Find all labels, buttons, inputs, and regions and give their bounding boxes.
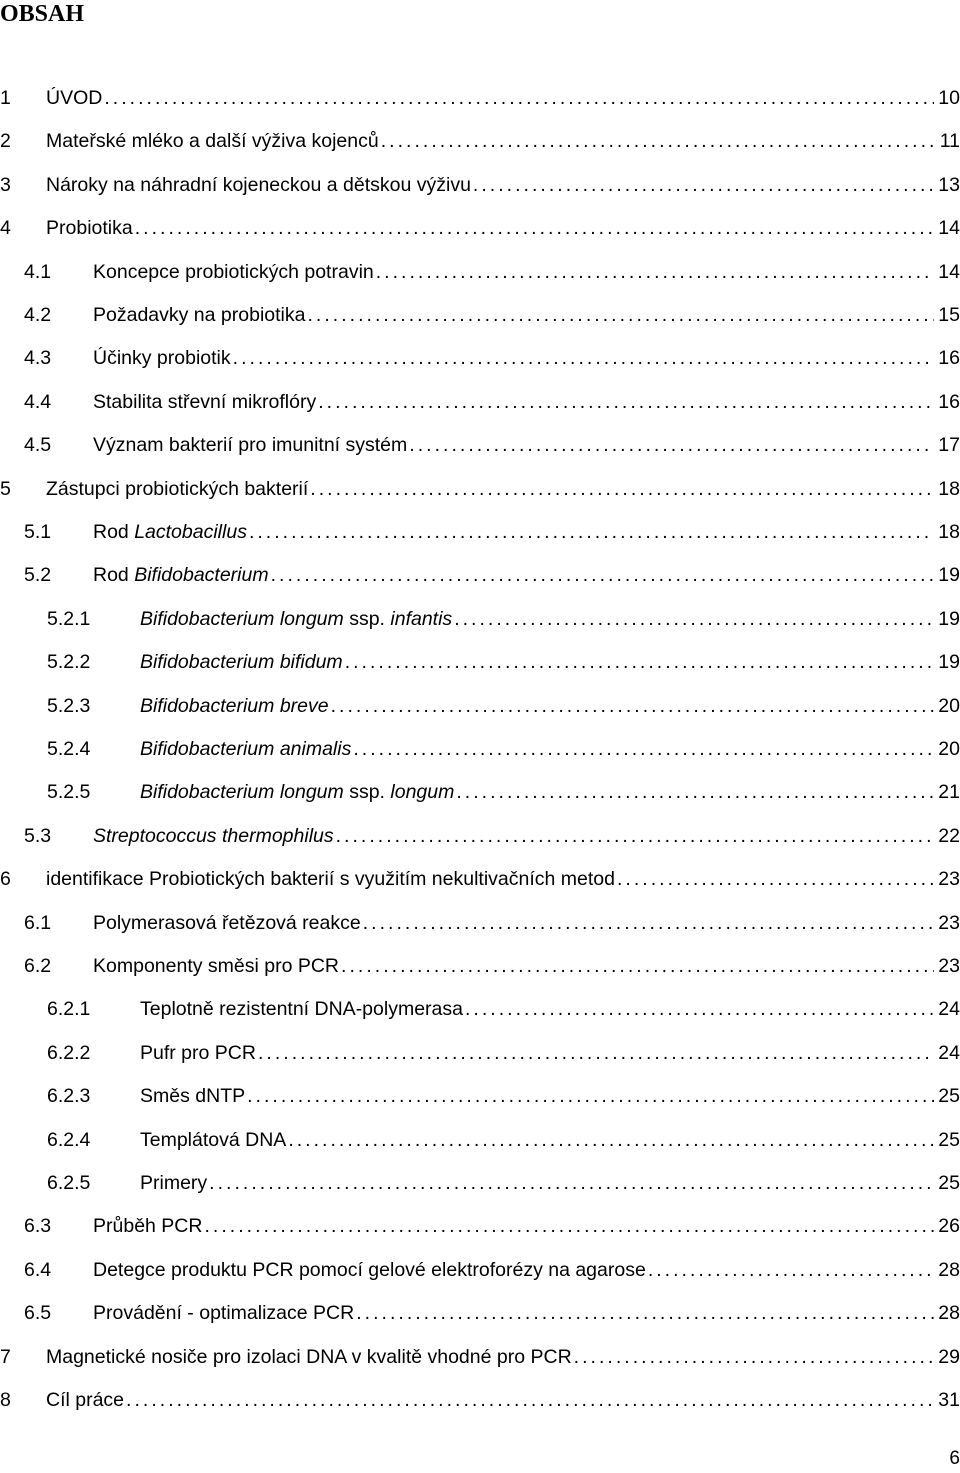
toc-entry[interactable]: [0, 468, 960, 511]
toc-entry[interactable]: [0, 815, 960, 858]
toc-entry-line: [93, 381, 960, 424]
toc-entry-number: 2: [0, 130, 11, 153]
toc-dot-leader: [648, 1249, 934, 1292]
toc-entry-page: 16: [938, 347, 960, 370]
toc-entry-page: 23: [938, 911, 960, 934]
toc-entry-title-part: Probiotika: [46, 217, 133, 240]
toc-dot-leader: [318, 381, 934, 424]
toc-entry[interactable]: [0, 207, 960, 250]
toc-entry-title-part: Zástupci probiotických bakterií: [46, 477, 309, 500]
toc-dot-leader: [336, 815, 935, 858]
toc-entry-number: 8: [0, 1389, 11, 1411]
toc-dot-leader: [465, 988, 934, 1031]
toc-entry-title-part: Magnetické nosiče pro izolaci DNA v kvalitě vhodné pro PCR: [46, 1345, 572, 1368]
toc-entry-line: [140, 771, 960, 814]
toc-entry-title: [46, 77, 104, 120]
toc-dot-leader: [345, 641, 935, 684]
toc-entry-page: 28: [938, 1302, 960, 1325]
toc-entry-line: [140, 1075, 960, 1118]
toc-entry-title: [46, 1379, 126, 1422]
toc-entry[interactable]: [0, 1162, 960, 1205]
toc-entry-number: 6: [0, 868, 11, 891]
toc-entry[interactable]: [0, 294, 960, 337]
toc-entry-page: 14: [938, 217, 960, 240]
toc-entry-number: 4.3: [24, 347, 52, 370]
toc-entry-line: [46, 77, 960, 120]
toc-entry-page: 13: [938, 173, 960, 196]
toc-entry-number: 6.2.2: [47, 1041, 91, 1064]
toc-entry-number: 6.2.3: [47, 1085, 91, 1108]
toc-entry[interactable]: [0, 685, 960, 728]
toc-entry-line: [93, 902, 960, 945]
toc-entry-line: [93, 424, 960, 467]
toc-entry-title-part: longum: [390, 781, 455, 804]
toc-entry[interactable]: [0, 771, 960, 814]
toc-dot-leader: [258, 1032, 934, 1075]
toc-entry-title: [93, 815, 336, 858]
toc-entry-title: [140, 685, 331, 728]
toc-dot-leader: [307, 294, 934, 337]
toc-entry-line: [46, 207, 960, 250]
toc-entry-number: 4: [0, 217, 11, 240]
toc-entry-line: [93, 554, 960, 597]
toc-entry[interactable]: [0, 728, 960, 771]
toc-dot-leader: [126, 1379, 934, 1422]
toc-entry-line: [140, 641, 960, 684]
toc-entry[interactable]: [0, 77, 960, 120]
toc-entry-line: [93, 815, 960, 858]
toc-dot-leader: [204, 1205, 934, 1248]
toc-entry-title: [140, 1032, 258, 1075]
toc-entry[interactable]: [0, 1249, 960, 1292]
toc-entry-page: 22: [938, 824, 960, 847]
toc-entry-title: [93, 251, 376, 294]
toc-entry-number: 6.2.5: [47, 1172, 91, 1194]
toc-entry-title: [140, 641, 345, 684]
toc-entry-page: 25: [938, 1128, 960, 1151]
toc-entry-page: 17: [938, 434, 960, 457]
toc-entry-title-part: Lactobacillus: [134, 521, 247, 543]
toc-entry-title-part: Bifidobacterium bifidum: [140, 651, 343, 674]
toc-entry-number: 6.4: [24, 1258, 52, 1281]
toc-dot-leader: [353, 728, 934, 771]
toc-entry-title-part: Rod: [93, 564, 135, 587]
toc-entry-title-part: Mateřské mléko a další výživa kojenců: [46, 130, 379, 153]
toc-entry-page: 24: [938, 1041, 960, 1064]
toc-entry-page: 10: [938, 87, 960, 109]
toc-entry-page: 19: [938, 607, 960, 630]
toc-entry-number: 4.4: [24, 390, 52, 413]
toc-entry-number: 4.1: [24, 260, 52, 283]
toc-entry-number: 5.2.5: [47, 781, 91, 804]
toc-dot-leader: [247, 1075, 934, 1118]
toc-entry[interactable]: [0, 554, 960, 597]
toc-entry-title: [46, 120, 381, 163]
toc-dot-leader: [574, 1336, 935, 1379]
toc-entry-page: 31: [938, 1389, 960, 1411]
toc-dot-leader: [456, 771, 934, 814]
toc-entry-title: [140, 1119, 288, 1162]
toc-entry[interactable]: [0, 598, 960, 641]
toc-entry-number: 6.2.1: [47, 998, 91, 1021]
toc-entry-number: 5.1: [24, 521, 52, 543]
toc-entry-title-part: Bifidobacterium longum: [140, 607, 344, 630]
toc-entry-number: 4.5: [24, 434, 52, 457]
toc-entry-line: [93, 1205, 960, 1248]
toc-entry-page: 25: [938, 1085, 960, 1108]
toc-entry-line: [46, 164, 960, 207]
toc-entry-title-part: Nároky na náhradní kojeneckou a dětskou výživu: [46, 173, 471, 196]
toc-entry-title: [140, 728, 353, 771]
toc-dot-leader: [271, 554, 935, 597]
toc-entry[interactable]: [0, 1075, 960, 1118]
toc-entry-number: 5.2.4: [47, 738, 91, 760]
toc-dot-leader: [376, 251, 935, 294]
toc-entry-title-part: ssp.: [343, 607, 391, 630]
toc-entry[interactable]: [0, 251, 960, 294]
toc-entry-title-part: Koncepce probiotických potravin: [93, 260, 374, 283]
toc-entry[interactable]: [0, 1336, 960, 1379]
toc-entry-number: 5: [0, 477, 11, 500]
toc-entry-number: 5.2.3: [47, 694, 91, 717]
toc-entry-page: 20: [938, 694, 960, 717]
toc-entry-line: [46, 120, 960, 163]
toc-entry-page: 28: [938, 1258, 960, 1281]
toc-entry[interactable]: [0, 1205, 960, 1248]
toc-entry-page: 26: [938, 1215, 960, 1238]
toc-entry-title-part: Průběh PCR: [93, 1215, 203, 1238]
toc-entry-title: [46, 468, 310, 511]
toc-entry-title: [93, 902, 363, 945]
toc-entry-title: [93, 381, 318, 424]
toc-entry-page: 19: [938, 651, 960, 674]
toc-entry-title-part: Streptococcus thermophilus: [93, 824, 334, 847]
toc-dot-leader: [233, 337, 935, 380]
toc-entry-title: [46, 207, 135, 250]
toc-dot-leader: [104, 77, 934, 120]
toc-entry[interactable]: [0, 424, 960, 467]
toc-entry[interactable]: [0, 1292, 960, 1335]
toc-entry[interactable]: [0, 988, 960, 1031]
toc-dot-leader: [356, 1292, 934, 1335]
toc-entry-title-part: Význam bakterií pro imunitní systém: [93, 434, 408, 457]
toc-dot-leader: [331, 685, 935, 728]
toc-entry-line: [46, 858, 960, 901]
toc-entry-title-part: Bifidobacterium animalis: [140, 738, 352, 760]
toc-entry-line: [93, 1249, 960, 1292]
toc-dot-leader: [135, 207, 935, 250]
toc-dot-leader: [454, 598, 934, 641]
page-title: OBSAH: [0, 1, 85, 27]
toc-entry-title: [93, 1249, 648, 1292]
toc-entry-line: [140, 1162, 960, 1205]
toc-entry[interactable]: [0, 858, 960, 901]
toc-entry-title: [93, 337, 233, 380]
toc-entry-line: [93, 337, 960, 380]
toc-entry-page: 14: [938, 260, 960, 283]
page-number: 6: [949, 1448, 960, 1469]
toc-entry-number: 6.2: [24, 955, 52, 977]
toc-entry-title-part: ÚVOD: [46, 87, 103, 109]
toc-entry-page: 21: [938, 781, 960, 804]
toc-dot-leader: [381, 120, 936, 163]
toc-entry-line: [93, 511, 960, 554]
toc-entry-title-part: Požadavky na probiotika: [93, 304, 306, 326]
toc-entry-number: 1: [0, 87, 11, 109]
toc-entry-line: [140, 988, 960, 1031]
toc-entry-line: [140, 1032, 960, 1075]
toc-entry-number: 5.2: [24, 564, 52, 587]
toc-entry-title-part: Cíl práce: [46, 1389, 125, 1411]
toc-entry-page: 19: [938, 564, 960, 587]
toc-entry-number: 5.2.2: [47, 651, 91, 674]
toc-entry-number: 6.5: [24, 1302, 52, 1325]
toc-entry-number: 7: [0, 1345, 11, 1368]
toc-entry-line: [46, 468, 960, 511]
toc-entry-title-part: identifikace Probiotických bakterií s využitím nekultivačních metod: [46, 868, 615, 891]
toc-entry[interactable]: [0, 511, 960, 554]
toc-entry-title: [93, 1292, 356, 1335]
toc-entry-title: [93, 294, 307, 337]
toc-entry-title-part: ssp.: [343, 781, 391, 804]
toc-entry-title-part: Provádění - optimalizace PCR: [93, 1302, 355, 1325]
toc-dot-leader: [310, 468, 934, 511]
toc-entry-page: 16: [938, 390, 960, 413]
toc-entry[interactable]: [0, 164, 960, 207]
toc-entry-title-part: Teplotně rezistentní DNA-polymerasa: [140, 998, 463, 1021]
toc-entry-number: 6.3: [24, 1215, 52, 1238]
toc-entry-number: 6.2.4: [47, 1128, 91, 1151]
toc-entry[interactable]: [0, 641, 960, 684]
toc-dot-leader: [409, 424, 934, 467]
toc-entry-number: 3: [0, 173, 11, 196]
toc-entry-title: [93, 554, 271, 597]
toc-entry-title-part: Detegce produktu PCR pomocí gelové elektroforézy na agarose: [93, 1258, 646, 1281]
toc-entry-page: 20: [938, 738, 960, 760]
toc-entry-page: 18: [938, 477, 960, 500]
toc-entry-title: [140, 598, 454, 641]
toc-entry-title-part: Stabilita střevní mikroflóry: [93, 390, 317, 413]
toc-entry[interactable]: [0, 1379, 960, 1422]
toc-entry-line: [140, 598, 960, 641]
toc-dot-leader: [341, 945, 934, 988]
toc-entry-page: 29: [938, 1345, 960, 1368]
toc-entry-title: [140, 1075, 247, 1118]
toc-dot-leader: [617, 858, 934, 901]
toc-entry[interactable]: [0, 381, 960, 424]
toc-entry-line: [46, 1379, 960, 1422]
toc-entry[interactable]: [0, 1119, 960, 1162]
toc-entry-line: [93, 1292, 960, 1335]
toc-entry-page: 23: [938, 955, 960, 977]
toc-entry-line: [140, 1119, 960, 1162]
toc-entry-page: 18: [938, 521, 960, 543]
toc-entry-title-part: infantis: [390, 607, 453, 630]
toc-dot-leader: [363, 902, 935, 945]
toc-entry-title: [140, 988, 465, 1031]
toc-entry[interactable]: [0, 945, 960, 988]
toc-dot-leader: [473, 164, 934, 207]
toc-entry-number: 4.2: [24, 304, 52, 326]
toc-entry-line: [93, 294, 960, 337]
toc-entry-title: [140, 771, 456, 814]
toc-entry[interactable]: [0, 1032, 960, 1075]
toc-entry-line: [93, 251, 960, 294]
toc-entry-line: [140, 685, 960, 728]
toc-entry-title-part: Rod: [93, 521, 135, 543]
toc-entry-title: [93, 511, 249, 554]
toc-entry-title: [93, 424, 409, 467]
toc-entry-title-part: Pufr pro PCR: [140, 1041, 256, 1064]
toc-entry-page: 23: [938, 868, 960, 891]
toc-entry[interactable]: [0, 902, 960, 945]
toc-entry-title: [140, 1162, 209, 1205]
toc-entry-number: 6.1: [24, 911, 52, 934]
toc-entry-line: [93, 945, 960, 988]
toc-entry-page: 25: [938, 1172, 960, 1194]
toc-entry-title: [93, 945, 341, 988]
toc-dot-leader: [249, 511, 934, 554]
toc-entry-title-part: Bifidobacterium: [134, 564, 269, 587]
toc-entry[interactable]: [0, 337, 960, 380]
toc-entry-page: 15: [938, 304, 960, 326]
toc-entry-number: 5.2.1: [47, 607, 91, 630]
toc-entry-title-part: Polymerasová řetězová reakce: [93, 911, 361, 934]
toc-entry-title-part: Bifidobacterium longum: [140, 781, 344, 804]
toc-entry-title-part: Komponenty směsi pro PCR: [93, 955, 340, 977]
toc-entry-title: [46, 164, 473, 207]
toc-entry-title-part: Bifidobacterium breve: [140, 694, 329, 717]
toc-entry-title: [93, 1205, 204, 1248]
toc-entry-title-part: Templátová DNA: [140, 1128, 287, 1151]
toc-dot-leader: [209, 1162, 934, 1205]
toc-entry-page: 11: [939, 130, 960, 153]
toc-entry[interactable]: [0, 120, 960, 163]
toc-entry-title-part: Účinky probiotik: [93, 347, 231, 370]
toc-entry-title: [46, 1336, 574, 1379]
toc-entry-title-part: Primery: [140, 1172, 208, 1194]
toc-entry-title-part: Směs dNTP: [140, 1085, 246, 1108]
toc-dot-leader: [288, 1119, 934, 1162]
toc-entry-line: [46, 1336, 960, 1379]
toc-entry-page: 24: [938, 998, 960, 1021]
toc-entry-line: [140, 728, 960, 771]
toc-entry-title: [46, 858, 617, 901]
toc-entry-number: 5.3: [24, 824, 52, 847]
